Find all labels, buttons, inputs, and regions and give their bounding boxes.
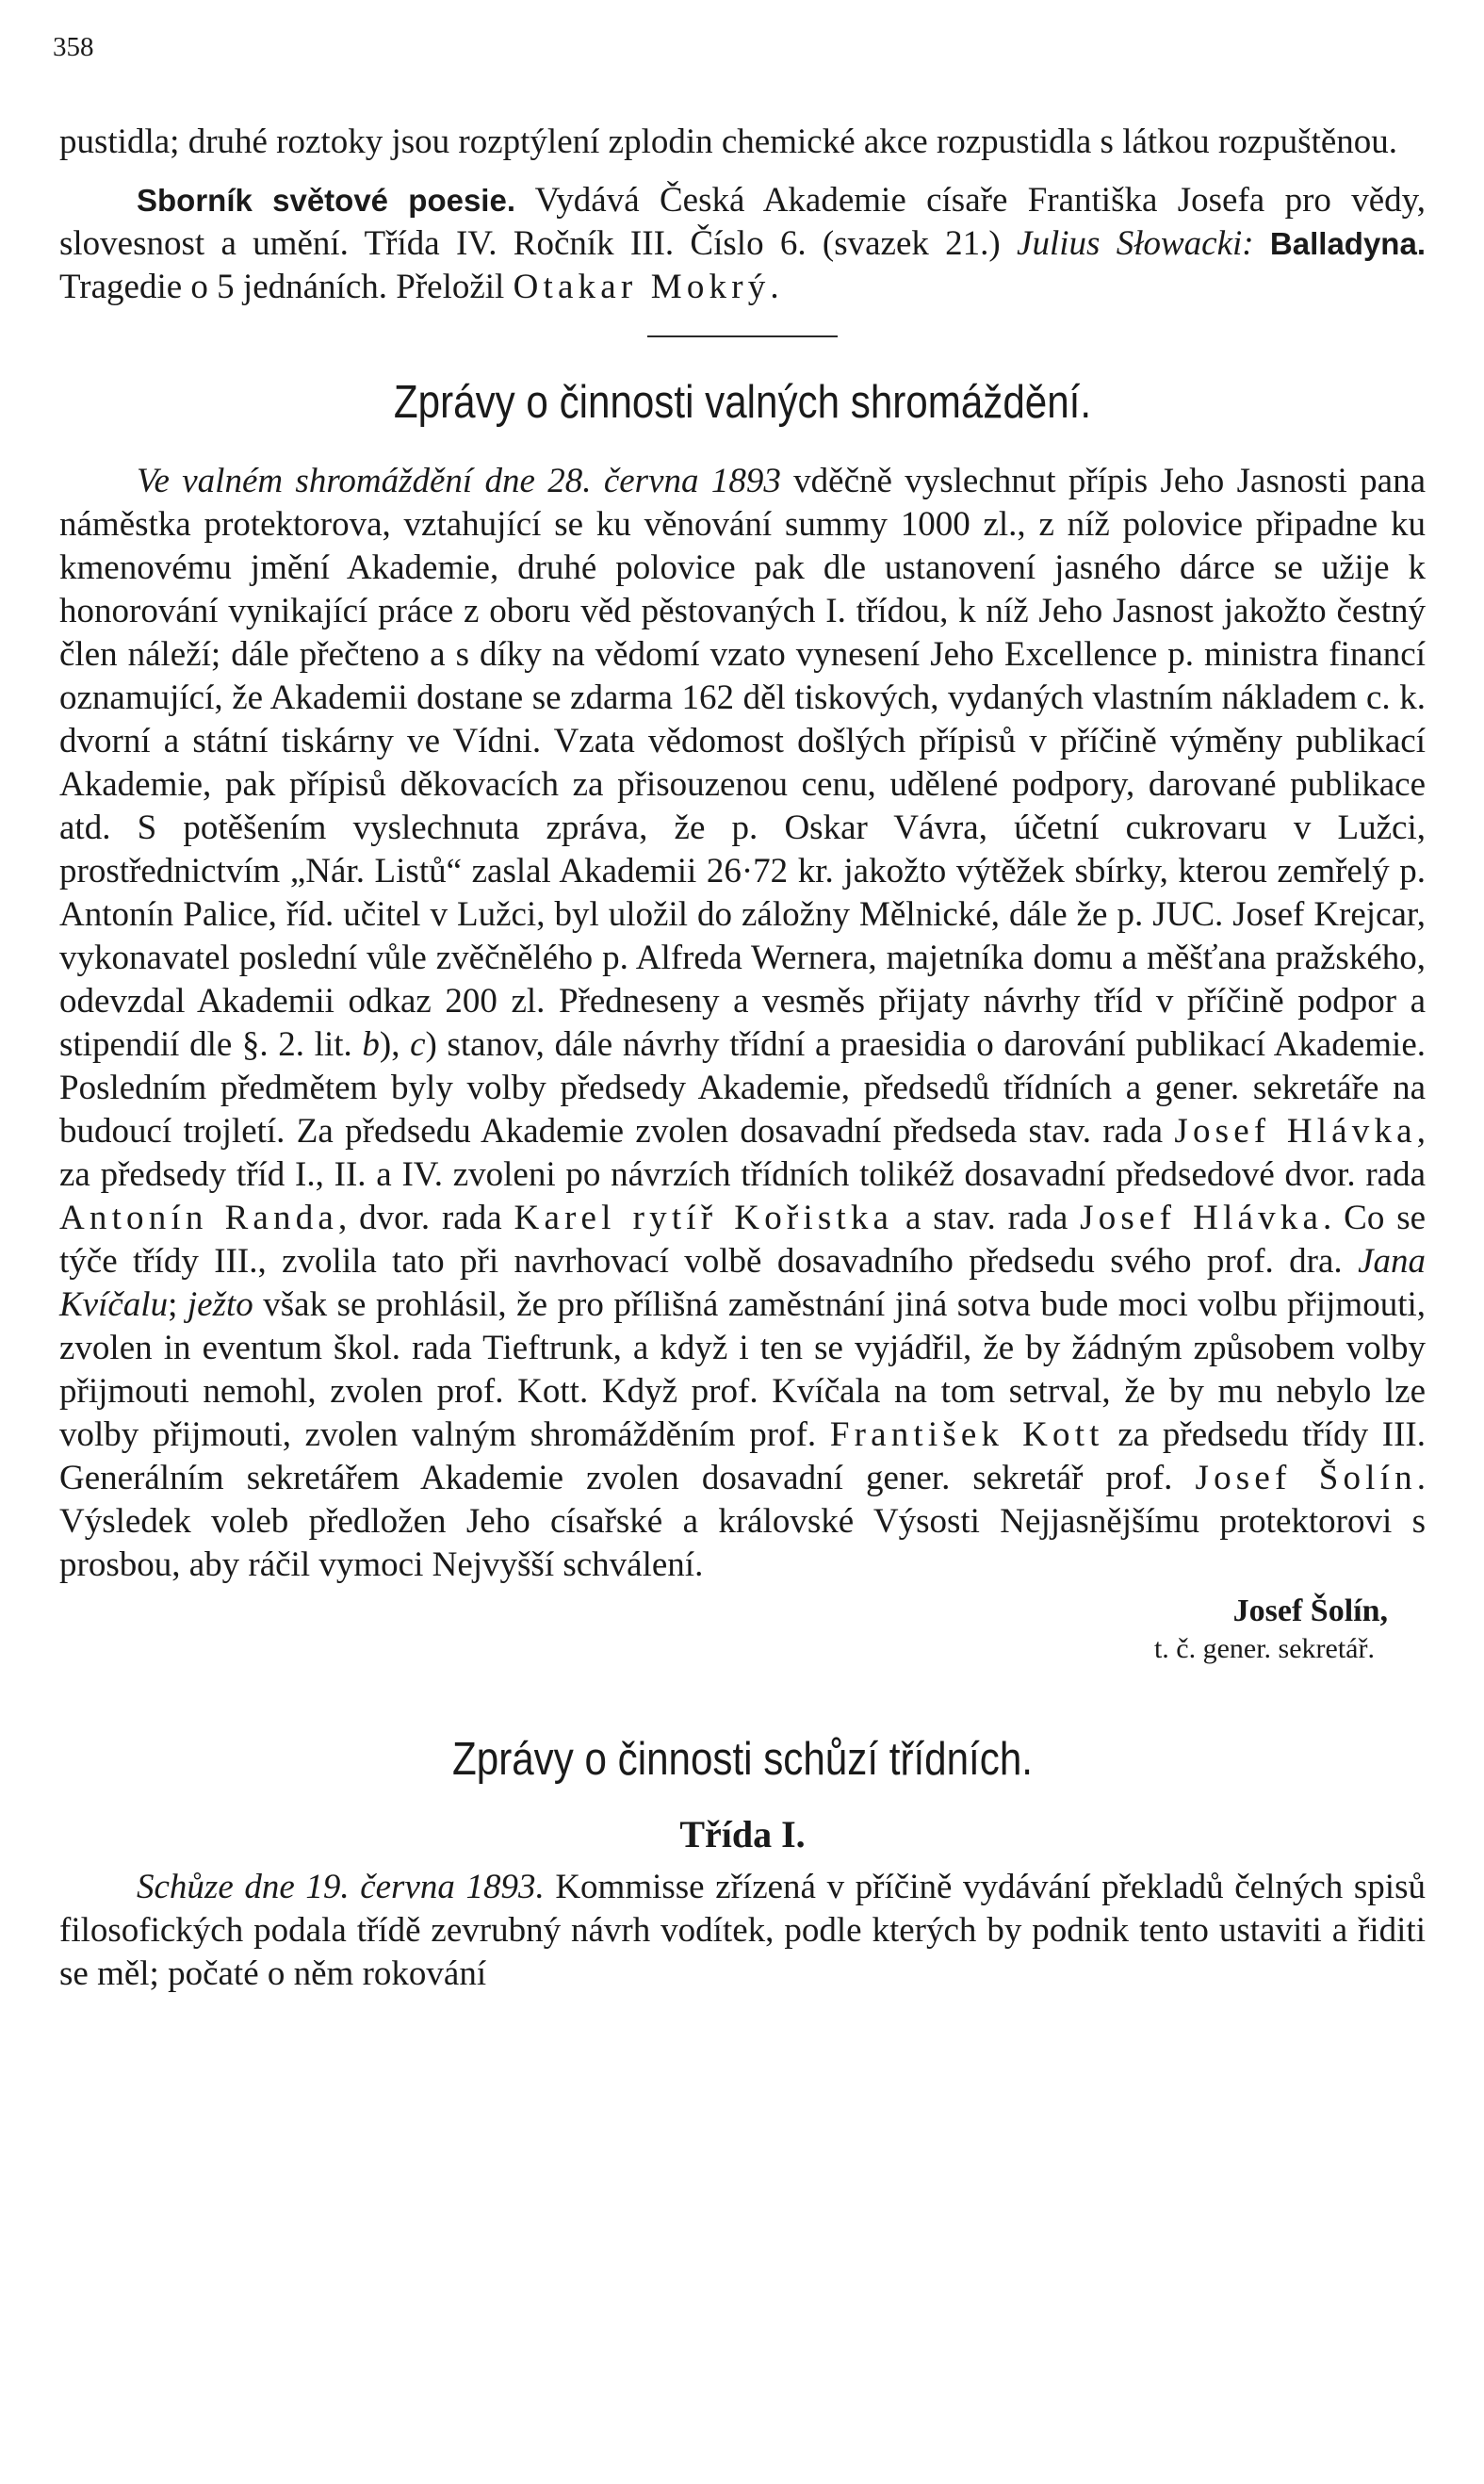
work-title: Balladyna. bbox=[1269, 226, 1426, 261]
text-run: ) stanov, dále návrhy třídní a praesidia o darování publikací Akademie. Posledním předmětem byly volby předsedy Akademie, předsedů třídních a gener. sekretáře na budoucí trojletí. Za předsedu Akademie zvolen dosavadní předseda stav. rada bbox=[59, 1025, 1426, 1151]
class-subheading: Třída I. bbox=[679, 1813, 806, 1855]
signature-name: Josef Šolín, bbox=[1232, 1593, 1388, 1628]
text-run: vděčně vyslechnut přípis Jeho Jasnosti pana náměstka protektorova, vztahující se ku věnování summy 1000 zl., z níž polovice připadne ku kmenovému jmění Akademie, druhé polovice pak dle ustanovení jasného dárce se užije k honorování vynikající práce z oboru věd pěstovaných I. třídou, k níž Jeho Jasnost jakožto čestný člen náleží; dále přečteno a s díky na vědomí vzato vynesení Jeho Excellence p. ministra financí oznamující, že Akademii dostane se zdarma 162 děl tiskových, vydaných vlastním nákladem c. k. dvorní a státní tiskárny ve Vídni. Vzata vědomost došlých přípisů v příčině výměny publikací Akademie, pak přípisů děkovacích za přisouzenou cenu, udělené podpory, darované publikace atd. S potěšením vyslechnuta zpráva, že p. Oskar Vávra, účetní cukrovaru v Lužci, prostřednictvím „Nár. Listů“ zaslal Akademii 26·72 kr. jakožto výtěžek sbírky, kterou zemřelý p. Antonín Palice, říd. učitel v Lužci, byl uložil do záložny Mělnické, dále že p. JUC. Josef Krejcar, vykonavatel poslední vůle zvěčnělého p. Alfreda Wernera, majetníka domu a měšťana pražského, odevzdal Akademii odkaz 200 zl. Předneseny a vesměs přijaty návrhy tříd v příčině podpor a stipendií dle §. 2. lit. bbox=[59, 462, 1426, 1064]
translator-name: Otakar Mokrý. bbox=[513, 268, 784, 306]
series-title: Sborník světové poesie. bbox=[137, 183, 515, 218]
text-run: . Co se týče třídy III., zvolila tato při navrhovací volbě dosavadního předsedu svého prof. dra. bbox=[59, 1199, 1427, 1281]
text-run: a stav. rada bbox=[893, 1199, 1081, 1237]
text-run: , za předsedy tříd I., II. a IV. zvoleni po návrzích třídních tolikéž dosavadní předsedové dvor. rada bbox=[59, 1112, 1426, 1194]
section-divider bbox=[647, 335, 838, 337]
person-name: Antonín Randa bbox=[59, 1199, 339, 1237]
person-name: Karel rytíř Kořistka bbox=[514, 1199, 894, 1237]
italic-text-run: ježto bbox=[187, 1285, 253, 1324]
text-run: ; bbox=[168, 1285, 188, 1324]
text-run: . Výsledek voleb předložen Jeho císařské a královské Výsosti Nejjasnějšímu protektorovi s prosbou, aby ráčil vymoci Nejvyšší schválení. bbox=[59, 1459, 1426, 1584]
class-meeting-report bbox=[59, 1866, 1426, 1996]
meeting-text: Kommisse zřízená v příčině vydávání překladů čelných spisů filosofických podala třídě zevrubný návrh vodítek, podle kterých by podnik tento ustaviti a řiditi se měl; počaté o něm rokování bbox=[59, 1868, 1426, 1993]
series-description: Vydává Česká Akademie císaře Františka Josefa pro vědy, slovesnost a umění. Třída IV. Ročník III. Číslo 6. (svazek 21.) bbox=[59, 181, 1426, 263]
person-name: Josef Hlávka bbox=[1080, 1199, 1324, 1237]
signature-title: t. č. gener. sekretář. bbox=[1153, 1633, 1375, 1664]
page-number: 358 bbox=[53, 32, 94, 62]
italic-text-run: b bbox=[362, 1025, 380, 1064]
italic-text-run: Jana Kvíčalu bbox=[59, 1242, 1426, 1324]
text-run: však se prohlásil, že pro přílišná zaměstnání jiná sotva bude moci volbu přijmouti, zvolen in eventum škol. rada Tieftrunk, a když i ten se vyjádřil, že by žádným způsobem volby přijmouti nemohl, zvolen prof. Kott. Když prof. Kvíčala na tom setrval, že by mu nebylo lze volby přijmouti, zvolen valným shromážděním prof. bbox=[59, 1285, 1427, 1454]
italic-text-run: Ve valném shromáždění dne 28. června 1893 bbox=[137, 462, 781, 500]
person-name: Josef Hlávka bbox=[1174, 1112, 1417, 1151]
person-name: František Kott bbox=[829, 1415, 1104, 1454]
work-author: Julius Słowacki: bbox=[1017, 224, 1254, 263]
signature-block bbox=[59, 1593, 1426, 1668]
continuation-paragraph: pustidla; druhé roztoky jsou rozptýlení zplodin chemické akce rozpustidla s látkou rozpuštěnou. bbox=[59, 123, 1398, 161]
section-heading-general-assemblies: Zprávy o činnosti valných shromáždění. bbox=[393, 377, 1092, 428]
meeting-date: Schůze dne 19. června 1893. bbox=[137, 1868, 545, 1906]
text-run: za předsedu třídy III. Generálním sekretářem Akademie zvolen dosavadní gener. sekretář prof. bbox=[59, 1415, 1426, 1497]
person-name: Josef Šolín bbox=[1195, 1459, 1417, 1497]
text-run: , dvor. rada bbox=[338, 1199, 514, 1237]
publication-notice bbox=[59, 179, 1426, 309]
text-run: ), bbox=[379, 1025, 411, 1064]
page-content bbox=[59, 121, 1426, 1996]
work-description: Tragedie o 5 jednáních. Přeložil bbox=[59, 268, 514, 306]
section-heading-class-meetings: Zprávy o činnosti schůzí třídních. bbox=[452, 1734, 1033, 1785]
italic-text-run: c bbox=[410, 1025, 426, 1064]
general-assembly-report bbox=[59, 460, 1426, 1587]
